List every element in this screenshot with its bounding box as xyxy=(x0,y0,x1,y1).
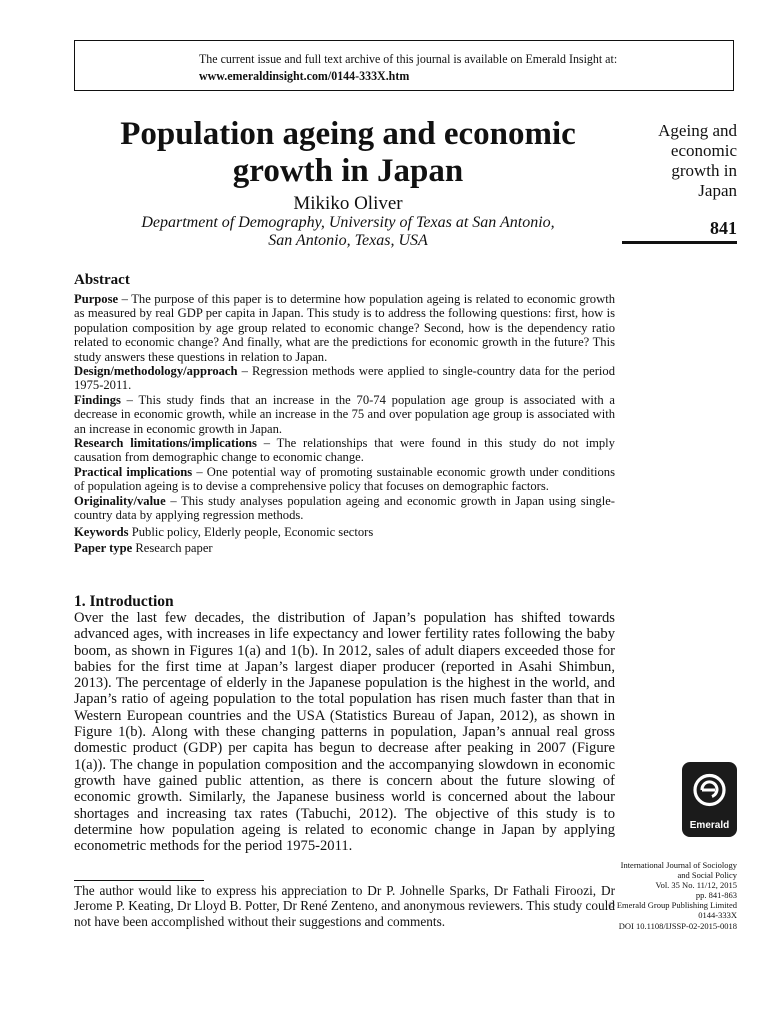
journal-info-line: pp. 841-863 xyxy=(695,890,737,901)
purpose-label: Purpose xyxy=(74,292,119,306)
running-head-line: Ageing and xyxy=(658,121,737,140)
originality-text: – This study analyses population ageing and economic growth in Japan using single-country data by applying regression methods. xyxy=(74,493,615,523)
design-label: Design/methodology/approach xyxy=(74,364,238,379)
emerald-wordmark: Emerald xyxy=(689,820,730,831)
running-head-rule xyxy=(622,241,737,244)
affiliation-line-1: Department of Demography, University of Texas at San Antonio, xyxy=(141,214,555,231)
author-affiliation xyxy=(74,214,622,250)
acknowledgement-footnote: The author would like to express his appreciation to Dr P. Johnelle Sparks, Dr Fathali Firoozi, Dr Jerome P. Keating, Dr Lloyd B. Potter, Dr René Zenteno, and anonymous reviewers. This study could not have been accomplished without their suggestions and comments. xyxy=(74,883,615,929)
archive-url[interactable]: www.emeraldinsight.com/0144-333X.htm xyxy=(199,68,410,83)
practical-label: Practical implications xyxy=(74,464,193,479)
paper-type xyxy=(74,541,615,555)
purpose-text: – The purpose of this paper is to determine how population ageing is related to economic growth as measured by real GDP per capita in Japan. This study is to address the following questions: first, how is population composition by age group related to economic change? Second, how is the dependency ratio related to economic change? And finally, what are the predictions for economic growth in the future? This study answers these questions in relation to Japan. xyxy=(74,292,615,364)
journal-info-line: 0144-333X xyxy=(698,910,737,921)
journal-info-line: © Emerald Group Publishing Limited xyxy=(608,900,737,911)
emerald-e-icon xyxy=(691,769,728,813)
journal-info-line: Vol. 35 No. 11/12, 2015 xyxy=(655,880,737,891)
journal-info-line: and Social Policy xyxy=(677,870,737,881)
running-head-line: growth in xyxy=(671,161,737,180)
archive-notice-text: The current issue and full text archive of this journal is available on Emerald Insight at: xyxy=(199,51,618,66)
findings-text: – This study finds that an increase in the 70-74 population age group is associated with a decrease in economic growth, while an increase in the 75 and over population age group is associated with an increase in economic growth in Japan. xyxy=(74,392,615,436)
practical-text: – One potential way of promoting sustainable economic growth under conditions of population ageing is to devise a comprehensive policy that focuses on demographic factors. xyxy=(74,464,615,494)
originality-label: Originality/value xyxy=(74,493,166,508)
title-line-1: Population ageing and economic xyxy=(120,116,576,152)
emerald-logo xyxy=(682,762,737,837)
abstract-limitations xyxy=(74,436,615,465)
author-name: Mikiko Oliver xyxy=(293,193,403,214)
archive-notice-box xyxy=(74,40,734,91)
journal-info-line: International Journal of Sociology xyxy=(620,860,737,870)
introduction-heading: 1. Introduction xyxy=(74,593,174,610)
abstract-findings xyxy=(74,393,615,436)
title-line-2: growth in Japan xyxy=(232,153,464,189)
limitations-label: Research limitations/implications xyxy=(74,436,257,451)
article-title xyxy=(74,116,622,190)
affiliation-line-2: San Antonio, Texas, USA xyxy=(268,232,428,249)
running-head-line: economic xyxy=(670,141,737,160)
limitations-text: – The relationships that were found in this study do not imply causation from demographic change to economic change. xyxy=(74,436,615,465)
introduction-body: Over the last few decades, the distribution of Japan’s population has shifted towards advanced ages, with increases in life expectancy and lower fertility rates following the baby boom, as shown in Figures 1(a) and 1(b). In 2012, sales of adult diapers exceeded those for babies for the first time at Japan’s largest diaper producer (reported in Asahi Shimbun, 2013). The percentage of elderly in the Japanese population is the highest in the world, and Japan’s ratio of ageing population to the total population has risen much faster than that in Western European countries and the USA (Statistics Bureau of Japan, 2012), as shown in Figure 1(b). Along with these changing patterns in population, Japan’s annual real gross domestic product (GDP) per capita has begun to decrease after peaking in 2007 (Figure 1(a)). The change in population composition and the accompanying slowdown in economic growth have gained public attention, as there is concern about the future slowing of economic growth. Similarly, the Japanese business world is concerned about the labour shortages and increasing tax rates (Tabuchi, 2012). The objective of this study is to determine how population ageing is related to economic change in Japan by applying econometric methods for the period 1975-2011. xyxy=(74,610,615,855)
journal-citation-info xyxy=(600,860,737,931)
abstract-section xyxy=(74,272,615,555)
abstract-design xyxy=(74,364,615,393)
findings-label: Findings xyxy=(74,392,121,407)
abstract-heading: Abstract xyxy=(74,272,130,288)
journal-info-line: DOI 10.1108/IJSSP-02-2015-0018 xyxy=(618,920,737,931)
running-head-line: Japan xyxy=(698,181,737,200)
page-number: 841 xyxy=(710,218,737,238)
keywords-label: Keywords xyxy=(74,524,129,539)
abstract-practical xyxy=(74,465,615,494)
paper-type-label: Paper type xyxy=(74,540,133,555)
keywords-text: Public policy, Elderly people, Economic sectors xyxy=(128,524,374,539)
paper-type-text: Research paper xyxy=(132,540,213,555)
running-head xyxy=(622,121,737,201)
abstract-purpose xyxy=(74,292,615,364)
footnote-rule xyxy=(74,880,204,881)
abstract-originality xyxy=(74,494,615,523)
keywords xyxy=(74,525,615,539)
design-text: – Regression methods were applied to single-country data for the period 1975-2011. xyxy=(74,364,615,393)
